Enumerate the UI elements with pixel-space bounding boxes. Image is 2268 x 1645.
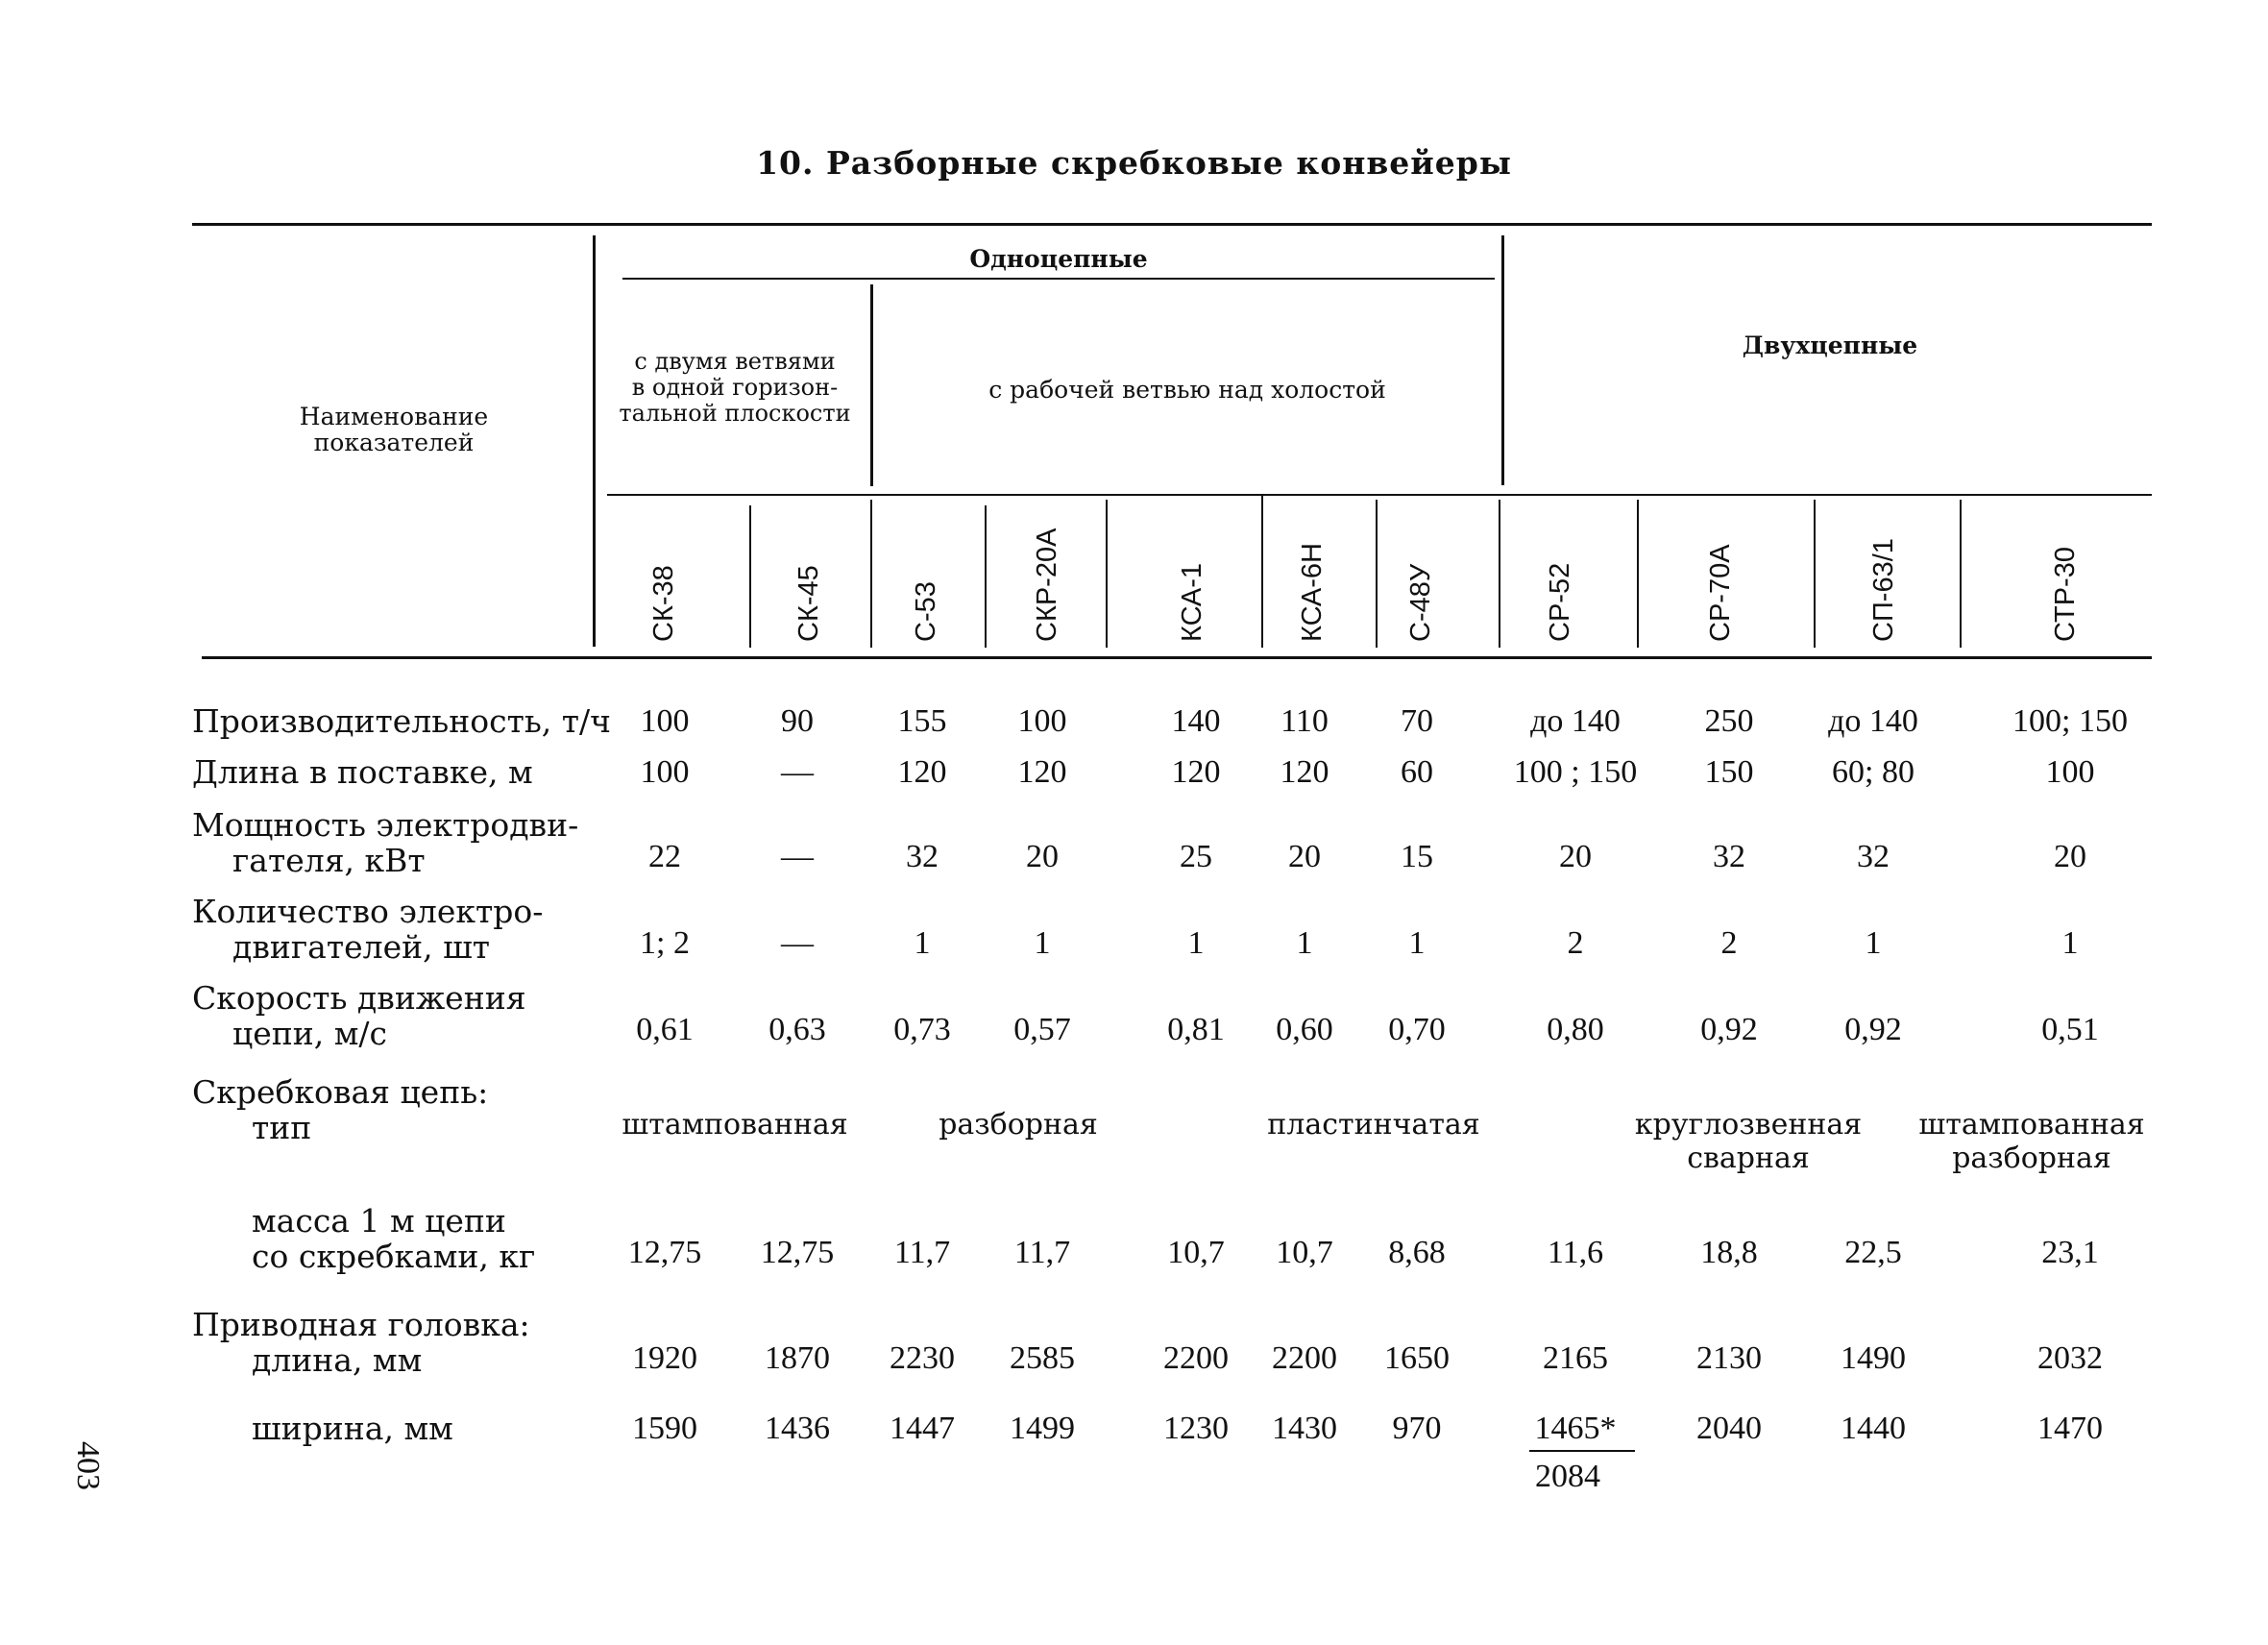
table-cell: 120 xyxy=(1171,754,1221,790)
table-cell: 970 xyxy=(1392,1411,1442,1446)
table-cell: 1 xyxy=(1408,925,1426,961)
table-cell: 0,51 xyxy=(2041,1012,2099,1047)
table-cell: 1 xyxy=(2061,925,2079,961)
single-chain-rule xyxy=(622,278,1495,280)
model-header: СК-38 xyxy=(648,565,679,642)
table-cell: 32 xyxy=(1713,839,1745,874)
table-cell: 1436 xyxy=(765,1411,830,1446)
table-cell: — xyxy=(781,839,814,874)
table-cell: 90 xyxy=(781,703,814,739)
chain-type xyxy=(1907,1108,2157,1175)
table-cell: 12,75 xyxy=(760,1235,835,1270)
table-cell: 70 xyxy=(1401,703,1433,739)
sub-header-line: в одной горизон- xyxy=(631,374,839,401)
sub-header-line: тальной плоскости xyxy=(619,400,851,427)
table-cell: 12,75 xyxy=(627,1235,702,1270)
model-header: СК-45 xyxy=(793,565,824,642)
table-cell: 1440 xyxy=(1841,1411,1906,1446)
table-cell: — xyxy=(781,754,814,790)
row-label-line: тип xyxy=(252,1109,312,1146)
table-cell: 20 xyxy=(2054,839,2086,874)
table-cell: 1230 xyxy=(1163,1411,1229,1446)
table-cell: 1; 2 xyxy=(640,925,690,961)
chain-type-line: круглозвенная xyxy=(1634,1108,1863,1142)
col-sep xyxy=(749,505,751,648)
row-label-length xyxy=(192,754,533,790)
table-cell: 100 xyxy=(640,754,690,790)
chain-type xyxy=(1249,1108,1499,1142)
table-cell: 2165 xyxy=(1543,1340,1608,1376)
chain-type-line: разборная xyxy=(939,1108,1098,1142)
table-cell: — xyxy=(781,925,814,961)
table-cell: 2585 xyxy=(1010,1340,1075,1376)
table-cell: 1490 xyxy=(1841,1340,1906,1376)
table-cell: 1470 xyxy=(2037,1411,2103,1446)
col-sep xyxy=(1960,500,1962,648)
drive-section-heading xyxy=(192,1307,530,1378)
col-sep xyxy=(1499,500,1500,648)
double-chain-divider xyxy=(1501,235,1504,485)
name-header-line: показателей xyxy=(313,429,475,456)
col-sep xyxy=(1814,500,1816,648)
row-label-line: Скорость движения xyxy=(192,979,526,1017)
chain-type xyxy=(922,1108,1114,1142)
table-cell: 150 xyxy=(1704,754,1754,790)
row-label-line: масса 1 м цепи xyxy=(252,1202,506,1240)
table-cell: 1650 xyxy=(1384,1340,1450,1376)
chain-type xyxy=(615,1108,855,1142)
table-cell: 1465* xyxy=(1534,1411,1617,1446)
table-cell: 2032 xyxy=(2037,1340,2103,1376)
single-chain-header: Одноцепные xyxy=(969,245,1148,273)
table-cell: 1 xyxy=(1865,925,1882,961)
col-sep xyxy=(1637,500,1639,648)
col-sep xyxy=(870,500,872,648)
table-cell: 2230 xyxy=(890,1340,955,1376)
table-cell: 15 xyxy=(1401,839,1433,874)
table-title: 10. Разборные скребковые конвейеры xyxy=(756,144,1512,182)
model-header: КСА-1 xyxy=(1177,562,1207,642)
row-label-line: со скребками, кг xyxy=(252,1238,536,1275)
table-cell: 32 xyxy=(906,839,939,874)
table-cell: 11,7 xyxy=(1013,1235,1071,1270)
table-cell: 18,8 xyxy=(1700,1235,1758,1270)
table-cell: 0,92 xyxy=(1700,1012,1758,1047)
table-cell: 1447 xyxy=(890,1411,955,1446)
page-number: 403 xyxy=(70,1441,106,1490)
chain-type-line: штампованная xyxy=(1918,1108,2145,1142)
table-cell: 0,60 xyxy=(1276,1012,1333,1047)
row-label-width xyxy=(252,1411,453,1446)
section-heading-line: Скребковая цепь: xyxy=(192,1073,489,1111)
table-cell: 20 xyxy=(1026,839,1059,874)
header-bottom-rule xyxy=(202,656,2152,659)
row-label-line: цепи, м/с xyxy=(232,1015,387,1052)
table-cell: 22 xyxy=(648,839,681,874)
two-branches-header xyxy=(600,349,869,427)
row-label-line: Количество электро- xyxy=(192,893,544,930)
table-cell: 32 xyxy=(1857,839,1890,874)
table-cell: 23,1 xyxy=(2041,1235,2099,1270)
table-cell: 1920 xyxy=(632,1340,697,1376)
table-cell: 20 xyxy=(1288,839,1321,874)
table-cell: 100 ; 150 xyxy=(1513,754,1638,790)
table-cell: 2200 xyxy=(1163,1340,1229,1376)
table-cell: 1499 xyxy=(1010,1411,1075,1446)
name-column-header xyxy=(221,404,567,455)
row-label-line: ширина, мм xyxy=(252,1410,453,1447)
sub-header-line: с двумя ветвями xyxy=(634,348,836,375)
table-cell: 1 xyxy=(1034,925,1051,961)
table-cell: 0,80 xyxy=(1547,1012,1604,1047)
double-chain-header: Двухцепные xyxy=(1742,331,1918,359)
table-cell: 2 xyxy=(1567,925,1584,961)
table-cell: 1 xyxy=(1296,925,1313,961)
model-header: КСА-6Н xyxy=(1297,543,1328,642)
table-cell: 250 xyxy=(1704,703,1754,739)
table-cell: 2040 xyxy=(1696,1411,1762,1446)
width-extra-value: 2084 xyxy=(1535,1459,1600,1494)
table-cell: 100; 150 xyxy=(2012,703,2128,739)
table-cell: 1590 xyxy=(632,1411,697,1446)
chain-type-line: пластинчатая xyxy=(1267,1108,1480,1142)
row-label-line: двигателей, шт xyxy=(232,928,491,966)
model-header: СР-70А xyxy=(1705,544,1736,642)
row-label-power xyxy=(192,807,578,878)
fraction-bar xyxy=(1529,1450,1635,1452)
table-cell: 60 xyxy=(1401,754,1433,790)
model-header: СП-63/1 xyxy=(1868,538,1899,642)
table-cell: 2200 xyxy=(1272,1340,1337,1376)
subgroup-divider xyxy=(870,284,873,486)
col-sep xyxy=(1376,500,1378,648)
chain-type-line: разборная xyxy=(1952,1142,2111,1175)
row-label-chain-mass xyxy=(252,1203,535,1274)
table-cell: 120 xyxy=(1280,754,1329,790)
col-sep xyxy=(985,505,987,648)
table-cell: 11,6 xyxy=(1547,1235,1604,1270)
working-over-idle-header: с рабочей ветвью над холостой xyxy=(988,376,1386,404)
table-cell: 25 xyxy=(1180,839,1212,874)
chain-type-line: сварная xyxy=(1687,1142,1810,1175)
models-top-rule xyxy=(607,494,2152,496)
table-cell: 100 xyxy=(640,703,690,739)
table-cell: 0,61 xyxy=(636,1012,694,1047)
table-cell: 100 xyxy=(1017,703,1067,739)
table-cell: до 140 xyxy=(1828,703,1918,739)
table-cell: 120 xyxy=(897,754,947,790)
table-cell: до 140 xyxy=(1530,703,1621,739)
table-cell: 10,7 xyxy=(1167,1235,1225,1270)
table-cell: 110 xyxy=(1280,703,1329,739)
model-header: СКР-20А xyxy=(1032,528,1062,642)
table-cell: 22,5 xyxy=(1844,1235,1902,1270)
row-label-chain-speed xyxy=(192,980,526,1051)
row-label-motor-count xyxy=(192,894,543,965)
col-sep xyxy=(1261,496,1263,648)
table-cell: 0,81 xyxy=(1167,1012,1225,1047)
table-cell: 20 xyxy=(1559,839,1592,874)
model-header: С-48У xyxy=(1405,563,1436,642)
section-heading-line: Приводная головка: xyxy=(192,1306,530,1343)
table-cell: 0,57 xyxy=(1013,1012,1071,1047)
name-col-divider xyxy=(593,235,596,647)
table-cell: 8,68 xyxy=(1388,1235,1446,1270)
row-label-line: гателя, кВт xyxy=(232,842,426,879)
row-label-line: длина, мм xyxy=(252,1341,423,1379)
row-label-line: Длина в поставке, м xyxy=(192,753,533,791)
table-cell: 1430 xyxy=(1272,1411,1337,1446)
table-cell: 11,7 xyxy=(893,1235,951,1270)
table-cell: 1 xyxy=(914,925,931,961)
col-sep xyxy=(1106,500,1108,648)
row-label-productivity xyxy=(192,703,611,739)
row-label-line: Мощность электродви- xyxy=(192,806,579,844)
table-cell: 2 xyxy=(1720,925,1738,961)
table-cell: 0,63 xyxy=(768,1012,826,1047)
model-header: СР-52 xyxy=(1545,562,1575,642)
table-cell: 0,92 xyxy=(1844,1012,1902,1047)
name-header-line: Наименование xyxy=(299,403,489,430)
table-cell: 0,73 xyxy=(893,1012,951,1047)
table-cell: 1 xyxy=(1187,925,1205,961)
table-cell: 10,7 xyxy=(1276,1235,1333,1270)
row-label-line: Производительность, т/ч xyxy=(192,702,611,740)
table-cell: 60; 80 xyxy=(1832,754,1914,790)
chain-type-line: штампованная xyxy=(622,1108,848,1142)
table-cell: 140 xyxy=(1171,703,1221,739)
table-cell: 120 xyxy=(1017,754,1067,790)
top-rule xyxy=(192,223,2152,226)
model-header: СТР-30 xyxy=(2050,547,2081,642)
table-cell: 1870 xyxy=(765,1340,830,1376)
table-cell: 100 xyxy=(2045,754,2095,790)
table-cell: 2130 xyxy=(1696,1340,1762,1376)
model-header: С-53 xyxy=(911,581,941,642)
table-cell: 0,70 xyxy=(1388,1012,1446,1047)
chain-type xyxy=(1623,1108,1873,1175)
chain-section-heading xyxy=(192,1074,488,1145)
table-cell: 155 xyxy=(897,703,947,739)
